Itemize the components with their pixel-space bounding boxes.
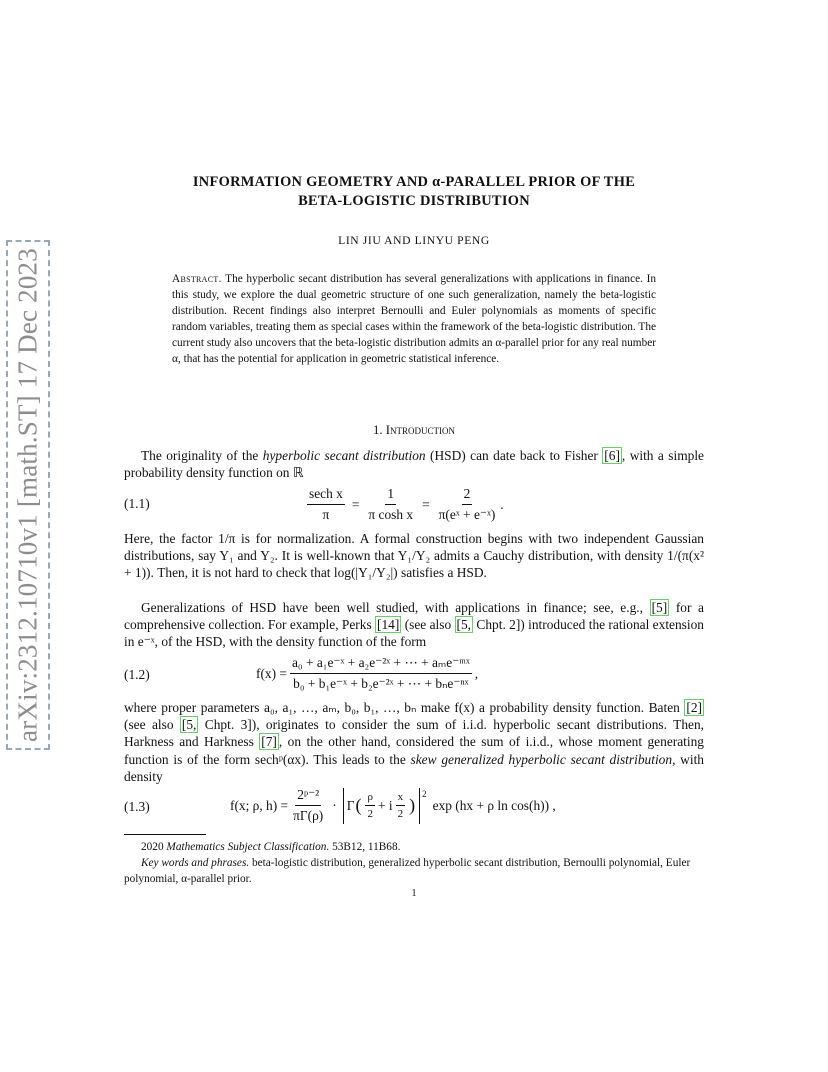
arxiv-stamp (6, 240, 50, 750)
footnote-rule (124, 834, 206, 835)
p1-text-b: (HSD) can date back to Fisher (425, 448, 603, 463)
equation-1-2 (124, 655, 704, 697)
frac-exp: $\frac{2}{\text{π(eˣ + e⁻ˣ)}}$ (438, 486, 496, 522)
citation-5c[interactable]: [5, (181, 717, 197, 733)
frac-normalizer: $\frac{\text{2ᵖ⁻²}}{\pi\Gamma(\rho)}$ (293, 787, 324, 823)
p1-text-c: , with a simple probability density function on ℝ (124, 448, 704, 481)
equation-1-2-math: f(x) = $\frac{\text{a₀ + a₁e⁻ˣ + a₂e⁻²ˣ + ⋯ + aₘe⁻ᵐˣ}}{\text{b₀ + b₁e⁻ˣ + b₂e⁻²ˣ + ⋯ + bₙe⁻ⁿˣ}}$ , (256, 655, 479, 691)
citation-5[interactable]: [5] (651, 600, 668, 615)
gamma-abs: Γ ( $\frac{\rho}{2}$ + i $\frac{x}{2}$ ) (343, 788, 420, 824)
abstract-label: Abstract. (172, 273, 222, 285)
footnote-msc: 2020 Mathematics Subject Classification. 53B12, 11B68. (141, 841, 401, 853)
paragraph-3: Generalizations of HSD have been well studied, with applications in finance; see, e.g., [5] for a comprehensive collection. For example, Perks [14] (see also [5, Chpt. 2]) introduced the rational extension in e⁻ˣ, of the HSD, with the density function of the form (124, 600, 704, 650)
paragraph-1 (124, 447, 704, 481)
footnote-keywords: Key words and phrases. beta-logistic distribution, generalized hyperbolic secant distribution, Bernoulli polynomial, Euler polynomial, α-parallel prior. (124, 857, 691, 885)
paragraph-4: where proper parameters a₀, a₁, …, aₘ, b₀, b₁, …, bₙ make f(x) a probability density function. Baten [2] (see also [5, Chpt. 3]), originates to consider the sum of i.i.d. hyperbolic secant distributions. Then, Harkness and Harkness [7] , on the other hand, considered the sum of i.i.d., whose moment generating function is of the form sechᵖ(αx). This leads to the skew generalized hyperbolic secant distribution, with density (124, 700, 704, 784)
title-line-2: BETA-LOGISTIC DISTRIBUTION (298, 193, 530, 209)
paragraph-2: Here, the factor 1/π is for normalization. A formal construction begins with two independent Gaussian distributions, say Y₁ and Y₂. It is well-known that Y₁/Y₂ admits a Cauchy distribution, with density 1/(π(x² + 1)). Then, it is not hard to check that log(|Y₁/Y₂|) satisfies a HSD. (124, 531, 704, 581)
section-title: 1. Introduction (372, 423, 456, 437)
title-line-1: INFORMATION GEOMETRY AND α-PARALLEL PRIOR OF THE (192, 174, 636, 190)
equation-1-1-math: $\frac{\text{sech x}}{\pi}$ = $\frac{1}{\text{π cosh x}}$ = $\frac{2}{\text{π(eˣ + e⁻ˣ)}}$ . (309, 486, 504, 522)
frac-sech: $\frac{\text{sech x}}{\pi}$ (309, 486, 343, 522)
citation-2[interactable]: [2] (686, 700, 702, 715)
equation-1-3-math: f(x; ρ, h) = $\frac{\text{2ᵖ⁻²}}{\pi\Gamma(\rho)}$ · Γ ( $\frac{\rho}{2}$ + i $\frac{x}{2}$ ) $^2$ exp (hx + ρ ln cos(h)) , (230, 787, 556, 823)
abstract-text: The hyperbolic secant distribution has several generalizations with applications in finance. In this study, we explore the dual geometric structure of one such generalization, namely the beta-logistic distribution. Recent findings also interpret Bernoulli and Euler polynomials as moments of specific random variables, treating them as special cases within the framework of the beta-logistic distribution. The current study also uncovers that the beta-logistic distribution admits an α-parallel prior for any real number α, that has the potential for application in geometric statistical inference. (172, 273, 656, 366)
p4-emphasis: skew generalized hyperbolic secant distribution (410, 751, 673, 767)
citation-5b[interactable]: [5, (456, 617, 472, 633)
citation-7[interactable]: [7] (261, 734, 277, 750)
equation-number-1-1: (1.1) (124, 496, 150, 511)
arxiv-stamp-text: arXiv:2312.10710v1 [math.ST] 17 Dec 2023 (12, 248, 43, 742)
p1-text-a: The originality of the (141, 448, 263, 463)
citation-14[interactable]: [14] (377, 617, 400, 633)
equation-number-1-3: (1.3) (124, 799, 150, 814)
page-number: 1 (411, 888, 417, 899)
equation-1-1 (124, 486, 704, 526)
p1-emphasis: hyperbolic secant distribution (262, 448, 426, 463)
authors: LIN JIU AND LINYU PENG (338, 234, 490, 247)
citation-6[interactable]: [6] (604, 448, 620, 463)
frac-rational: $\frac{\text{a₀ + a₁e⁻ˣ + a₂e⁻²ˣ + ⋯ + aₘe⁻ᵐˣ}}{\text{b₀ + b₁e⁻ˣ + b₂e⁻²ˣ + ⋯ + bₙe⁻ⁿˣ}}$ (291, 655, 470, 691)
equation-number-1-2: (1.2) (124, 667, 150, 682)
frac-cosh: $\frac{1}{\text{π cosh x}}$ (368, 486, 414, 522)
equation-1-3 (124, 787, 704, 829)
abstract (172, 271, 656, 368)
paper-title (124, 173, 704, 211)
